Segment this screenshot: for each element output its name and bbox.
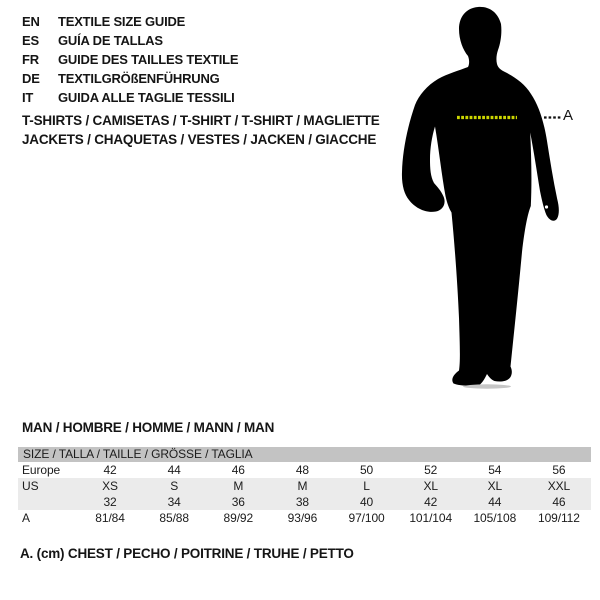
language-code: IT [22,90,34,105]
row-label: A [22,511,30,525]
size-cell: 52 [424,463,438,477]
size-cell: XS [102,479,118,493]
size-cell: 54 [488,463,502,477]
size-cell: XL [423,479,438,493]
language-code: EN [22,14,40,29]
measurement-footnote: A. (cm) CHEST / PECHO / POITRINE / TRUHE / PETTO [20,546,354,561]
size-cell: 38 [295,495,310,509]
size-cell: 56 [552,463,566,477]
size-cell: XL [487,479,503,493]
language-row-en [22,12,238,31]
table-row-numeric [18,494,591,510]
measure-label-a: A [563,107,574,124]
table-row-chest-a [18,510,591,526]
table-row-europe [18,462,591,478]
language-label: TEXTILGRÖßENFÜHRUNG [58,71,220,86]
size-table-header [18,447,591,462]
language-row-fr [22,50,238,69]
size-cell: 105/108 [473,511,517,525]
size-cell: 36 [231,495,245,509]
size-cell: 46 [552,495,566,509]
language-label: TEXTILE SIZE GUIDE [58,14,186,29]
size-cell: 32 [103,495,117,509]
category-line-jackets: JACKETS / CHAQUETAS / VESTES / JACKEN / GIACCHE [22,132,377,147]
size-cell: M [233,479,244,493]
size-cell: 44 [167,463,181,477]
size-table-header-label: SIZE / TALLA / TAILLE / GRÖSSE / TAGLIA [23,447,253,461]
language-legend [22,12,238,107]
language-code: FR [22,52,39,67]
language-label: GUIDA ALLE TAGLIE TESSILI [58,90,235,105]
size-cell: S [170,479,179,493]
language-code: ES [22,33,39,48]
size-cell: 40 [359,495,374,509]
foot-shadow [463,384,511,388]
size-cell: 89/92 [223,511,254,525]
size-cell: L [363,479,370,493]
size-table [18,447,591,526]
man-silhouette [402,7,559,386]
language-row-es [22,31,238,50]
table-row-us [18,478,591,494]
language-row-it [22,88,238,107]
row-label: US [22,479,39,493]
size-cell: 85/88 [159,511,189,525]
hand-notch [545,205,548,208]
size-cell: 46 [231,463,245,477]
section-title-man: MAN / HOMBRE / HOMME / MANN / MAN [22,420,275,435]
row-label: Europe [22,463,61,477]
size-cell: 42 [103,463,117,477]
size-cell: 101/104 [409,511,453,525]
language-row-de [22,69,238,88]
size-cell: 109/112 [538,511,580,525]
size-cell: 34 [167,495,181,509]
size-cell: 81/84 [95,511,125,525]
size-cell: 42 [424,495,438,509]
language-label: GUIDE DES TAILLES TEXTILE [58,52,239,67]
language-code: DE [22,71,40,86]
size-cell: XXL [547,479,571,493]
size-cell: 93/96 [287,511,318,525]
language-label: GUÍA DE TALLAS [58,33,163,48]
garment-categories [22,111,380,149]
category-line-tshirts: T-SHIRTS / CAMISETAS / T-SHIRT / T-SHIRT / MAGLIETTE [22,113,380,128]
size-cell: 50 [359,463,374,477]
size-cell: 97/100 [348,511,385,525]
size-cell: M [297,479,308,493]
size-cell: 48 [295,463,310,477]
size-cell: 44 [488,495,502,509]
